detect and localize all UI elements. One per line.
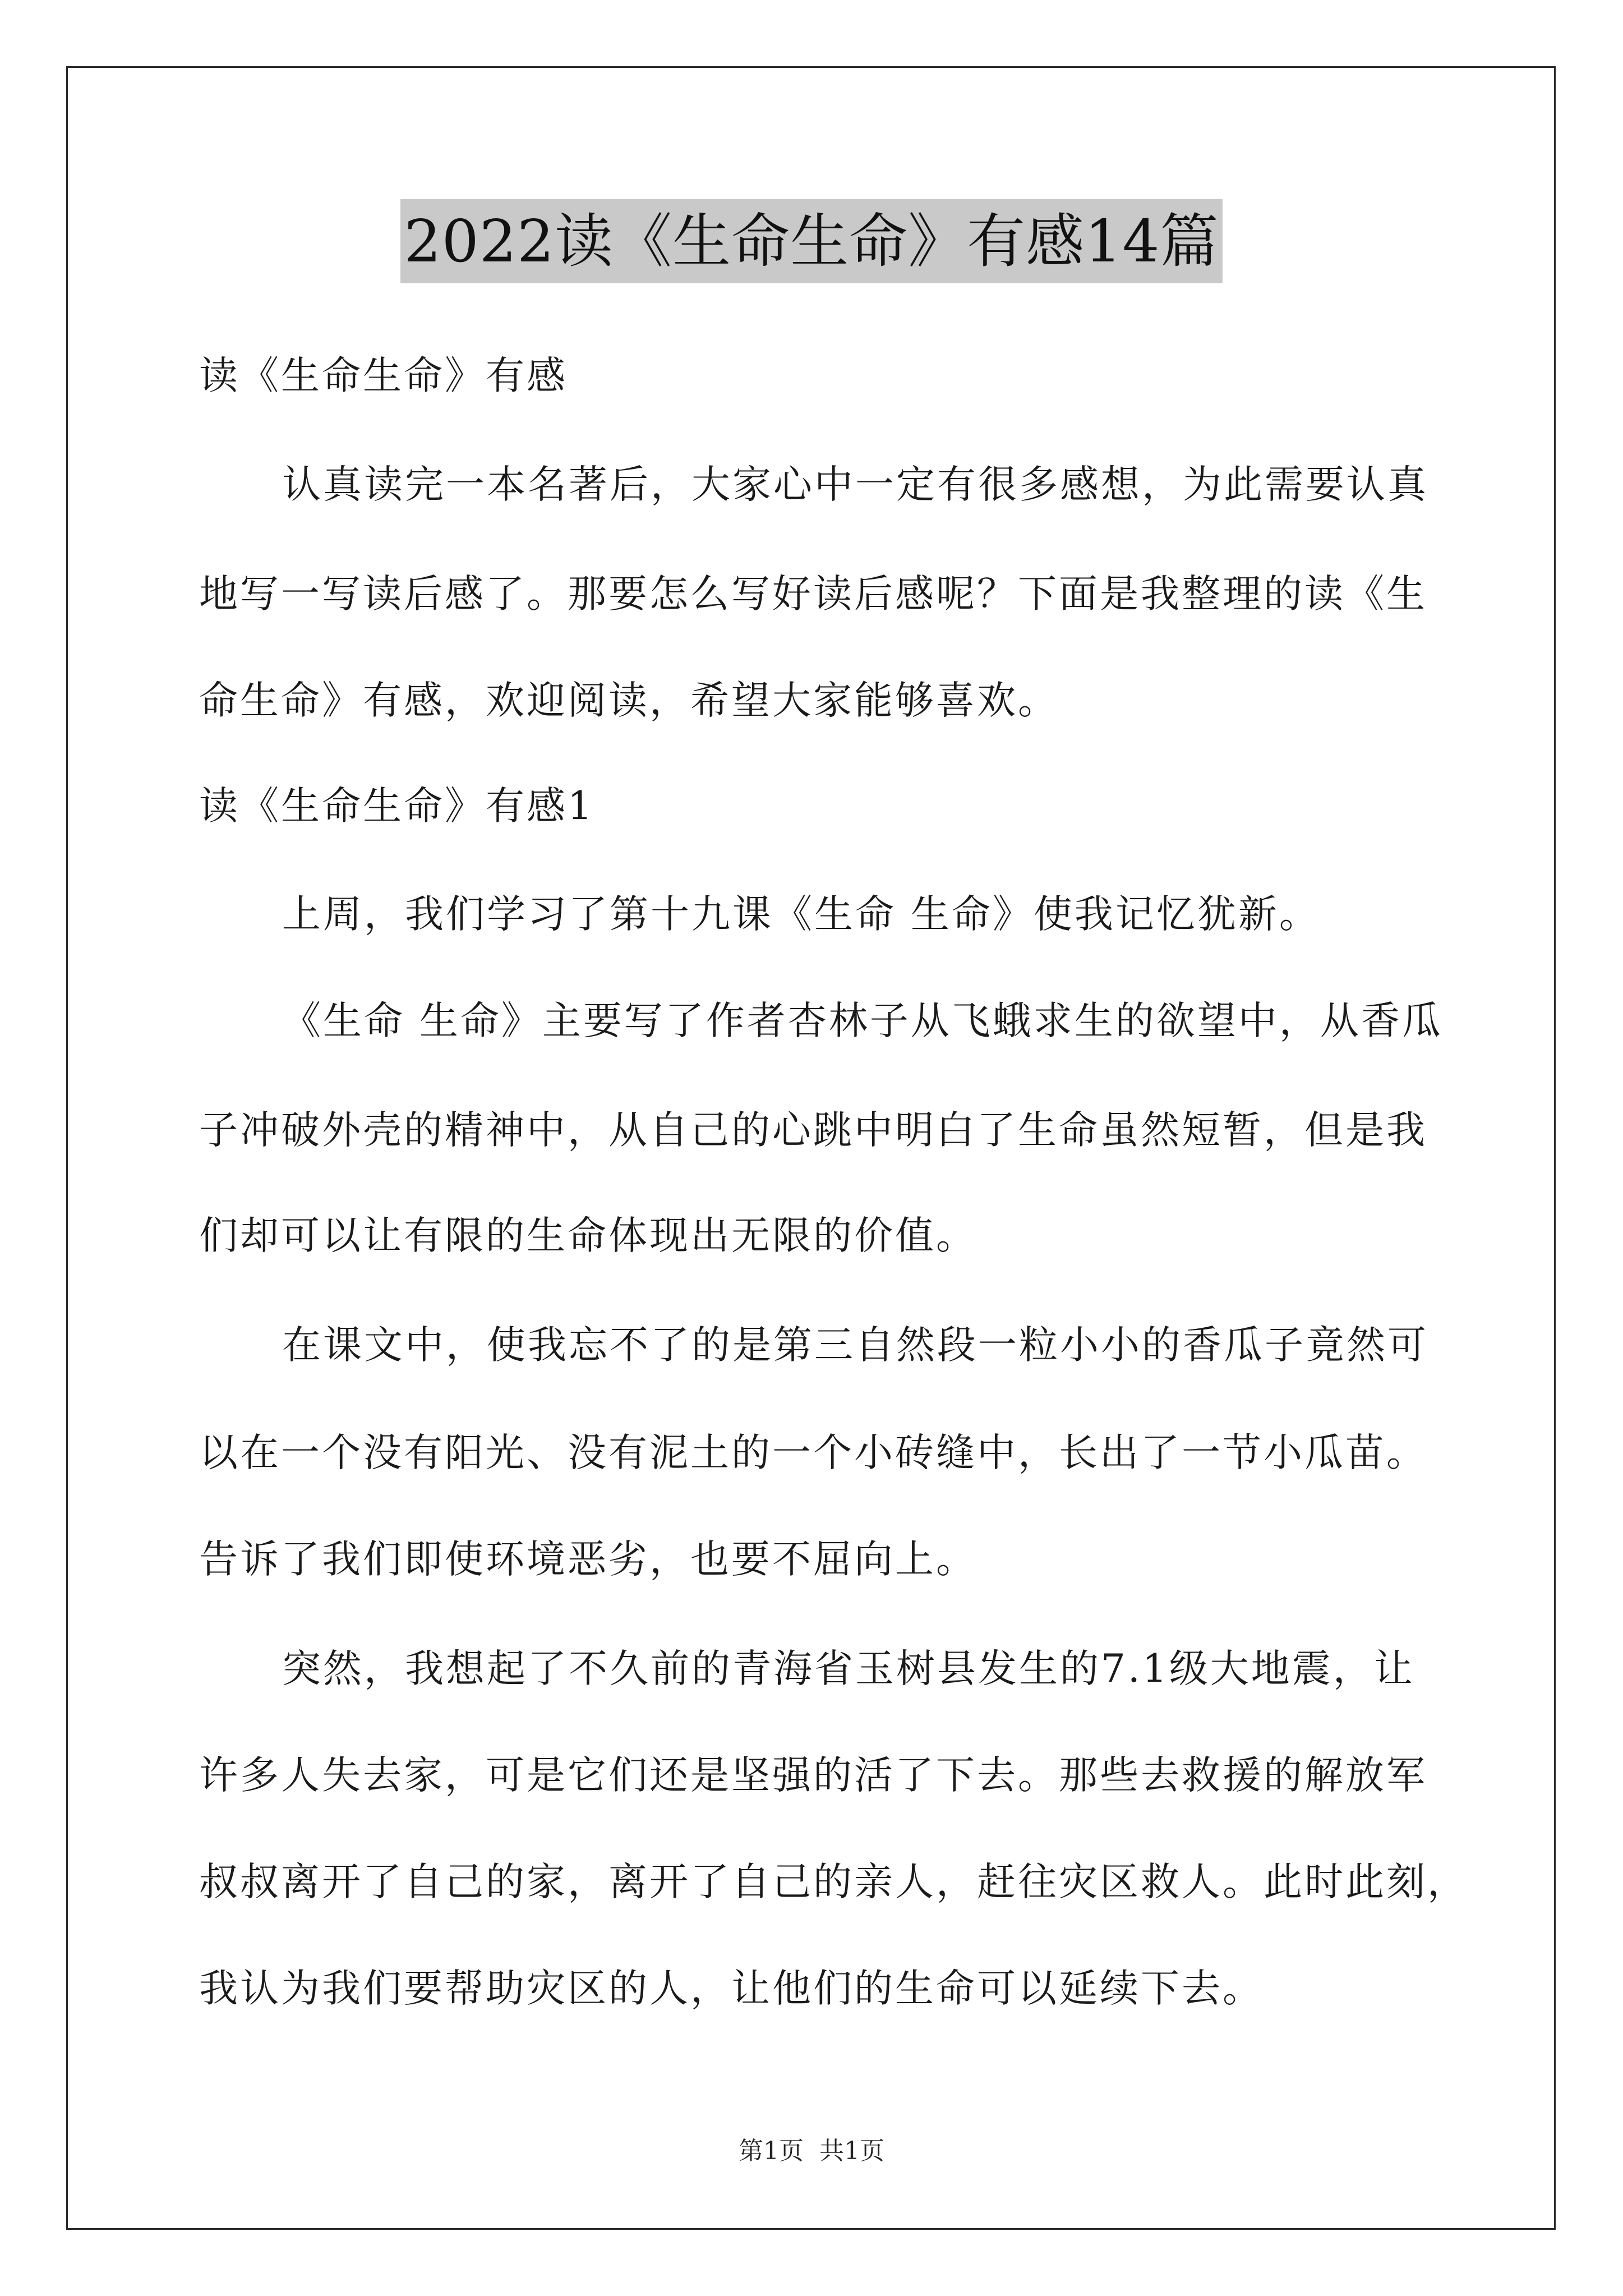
paragraph-line: 认真读完一本名著后，大家心中一定有很多感想，为此需要认真 [282,462,1428,507]
paragraph-line: 命生命》有感，欢迎阅读，希望大家能够喜欢。 [199,678,1059,723]
paragraph-line: 以在一个没有阳光、没有泥土的一个小砖缝中，长出了一节小瓜苗。 [199,1430,1427,1475]
paragraph-line: 许多人失去家，可是它们还是坚强的活了下去。那些去救援的解放军 [199,1753,1427,1798]
paragraph-line: 们却可以让有限的生命体现出无限的价值。 [199,1213,977,1258]
section-heading-1: 读《生命生命》有感1 [199,784,594,829]
paragraph-line: 地写一写读后感了。那要怎么写好读后感呢？下面是我整理的读《生 [199,572,1427,616]
paragraph-line: 子冲破外壳的精神中，从自己的心跳中明白了生命虽然短暂，但是我 [199,1108,1427,1153]
document-title: 2022读《生命生命》有感14篇 [400,199,1222,283]
section-heading-intro: 读《生命生命》有感 [199,353,568,398]
page-footer [0,2134,1623,2168]
paragraph-line: 告诉了我们即使环境恶劣，也要不屈向上。 [199,1537,977,1582]
paragraph-line: 突然，我想起了不久前的青海省玉树县发生的7.1级大地震，让 [282,1646,1415,1691]
title-container [0,199,1623,283]
paragraph-line: 叔叔离开了自己的家，离开了自己的亲人，赶往灾区救人。此时此刻， [199,1860,1468,1904]
paragraph-line: 我认为我们要帮助灾区的人，让他们的生命可以延续下去。 [199,1966,1264,2011]
paragraph-line: 上周，我们学习了第十九课《生命 生命》使我记忆犹新。 [282,892,1320,937]
total-pages: 共1页 [819,2137,884,2165]
paragraph-line: 在课文中，使我忘不了的是第三自然段一粒小小的香瓜子竟然可 [282,1323,1428,1368]
page-number: 第1页 [739,2137,804,2165]
paragraph-line: 《生命 生命》主要写了作者杏林子从飞蛾求生的欲望中，从香瓜 [282,999,1443,1043]
